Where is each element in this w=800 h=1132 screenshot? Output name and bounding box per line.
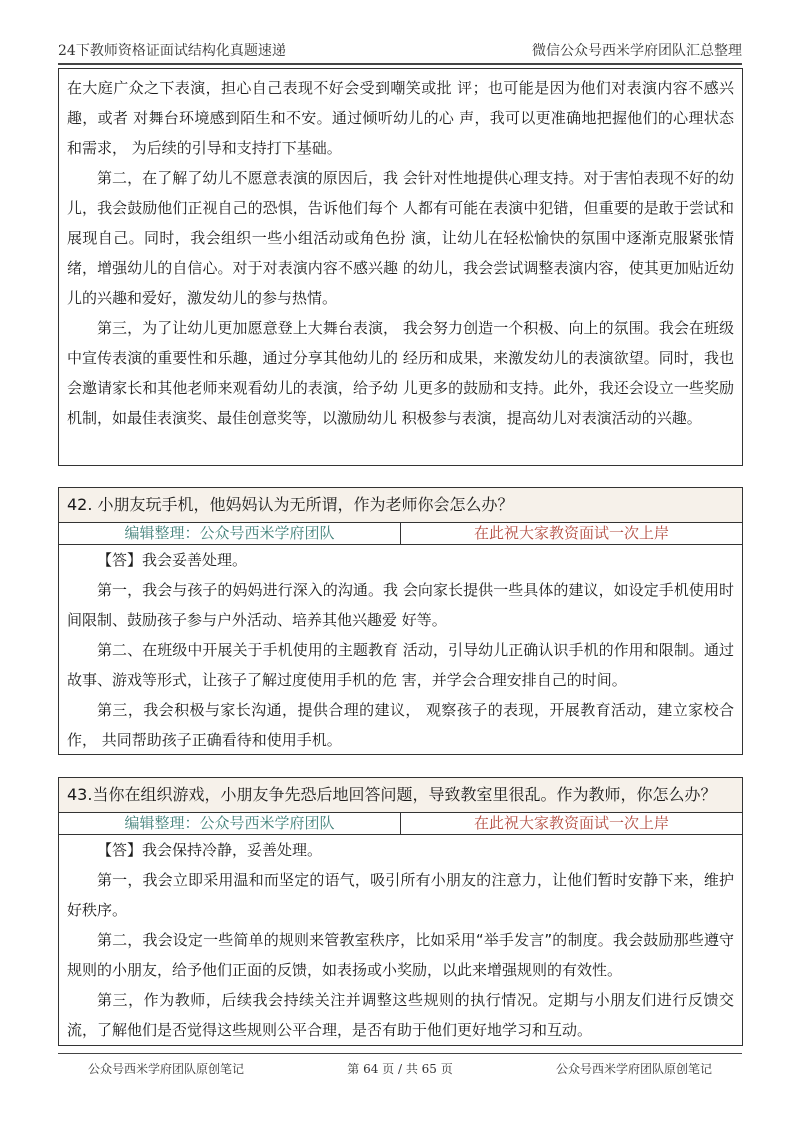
question-42-block [58, 487, 743, 755]
page-header [58, 34, 742, 65]
paragraph: 第一，我会与孩子的妈妈进行深入的沟通。我 会向家长提供一些具体的建议，如设定手机使用时 间限制、鼓励孩子参与户外活动、培养其他兴趣爱 好等。 [67, 581, 734, 629]
credit-row [59, 813, 742, 835]
paragraph: 【答】我会妥善处理。 [97, 551, 248, 569]
paragraph: 第二，我会设定一些简单的规则来管教室秩序，比如采用“举手发言”的制度。我会鼓励那些遵守规则的小朋友，给予他们正面的反馈，如表扬或小奖励，以此来增强规则的有效性。 [67, 931, 734, 979]
paragraph: 第三，作为教师，后续我会持续关注并调整这些规则的执行情况。定期与小朋友们进行反馈交流，了解他们是否觉得这些规则公平合理，是否有助于他们更好地学习和互动。 [67, 991, 734, 1039]
question-43-block [58, 777, 743, 1046]
header-right-text: 微信公众号西米学府团队汇总整理 [532, 43, 742, 59]
page-footer [58, 1053, 742, 1077]
paragraph: 第一，我会立即采用温和而坚定的语气，吸引所有小朋友的注意力，让他们暂时安静下来，维护好秩序。 [67, 871, 734, 919]
question-title: 43.当你在组织游戏，小朋友争先恐后地回答问题，导致教室里很乱。作为教师，你怎么办？ [59, 778, 742, 813]
footer-right-text: 公众号西米学府团队原创笔记 [555, 1062, 712, 1076]
paragraph: 【答】我会保持冷静，妥善处理。 [97, 841, 323, 859]
credit-right: 在此祝大家教资面试一次上岸 [473, 814, 669, 832]
paragraph: 第二，在了解了幼儿不愿意表演的原因后，我 会针对性地提供心理支持。对于害怕表现不好的幼 儿，我会鼓励他们正视自己的恐惧，告诉他们每个 人都有可能在表演中犯错，但重要的是敢于尝试和 展现自己。同时，我会组织一些小组活动或角色扮 演，让幼儿在轻松愉快的氛围中逐渐克服紧张情 绪，增强幼儿的自信心。对于对表演内容不感兴趣 的幼儿，我会尝试调整表演内容，使其更加贴近幼 儿的兴趣和爱好，激发幼儿的参与热情。 [67, 169, 734, 307]
paragraph: 在大庭广众之下表演，担心自己表现不好会受到嘲笑或批 评；也可能是因为他们对表演内容不感兴趣，或者 对舞台环境感到陌生和不安。通过倾听幼儿的心 声，我可以更准确地把握他们的心理状态和需求， 为后续的引导和支持打下基础。 [67, 79, 734, 157]
paragraph: 第二、在班级中开展关于手机使用的主题教育 活动，引导幼儿正确认识手机的作用和限制。通过 故事、游戏等形式，让孩子了解过度使用手机的危 害，并学会合理安排自己的时间。 [67, 641, 734, 689]
footer-left-text: 公众号西米学府团队原创笔记 [88, 1062, 245, 1076]
credit-right: 在此祝大家教资面试一次上岸 [473, 524, 669, 542]
paragraph: 第三，为了让幼儿更加愿意登上大舞台表演， 我会努力创造一个积极、向上的氛围。我会在班级 中宣传表演的重要性和乐趣，通过分享其他幼儿的 经历和成果，来激发幼儿的表演欲望。同时，我也 会邀请家长和其他老师来观看幼儿的表演，给予幼 儿更多的鼓励和支持。此外，我还会设立一些奖励 机制，如最佳表演奖、最佳创意奖等，以激励幼儿 积极参与表演，提高幼儿对表演活动的兴趣。 [67, 319, 734, 427]
credit-row [59, 523, 742, 545]
header-left-text: 24下教师资格证面试结构化真题速递 [58, 43, 286, 59]
answer-continuation-block [58, 68, 743, 466]
credit-left: 编辑整理：公众号西米学府团队 [59, 523, 401, 544]
paragraph: 第三，我会积极与家长沟通，提供合理的建议， 观察孩子的表现，开展教育活动，建立家校合作， 共同帮助孩子正确看待和使用手机。 [67, 701, 734, 749]
page-number: 第 64 页 / 共 65 页 [347, 1062, 453, 1076]
credit-left: 编辑整理：公众号西米学府团队 [59, 813, 401, 834]
question-title: 42. 小朋友玩手机，他妈妈认为无所谓，作为老师你会怎么办？ [59, 488, 742, 523]
